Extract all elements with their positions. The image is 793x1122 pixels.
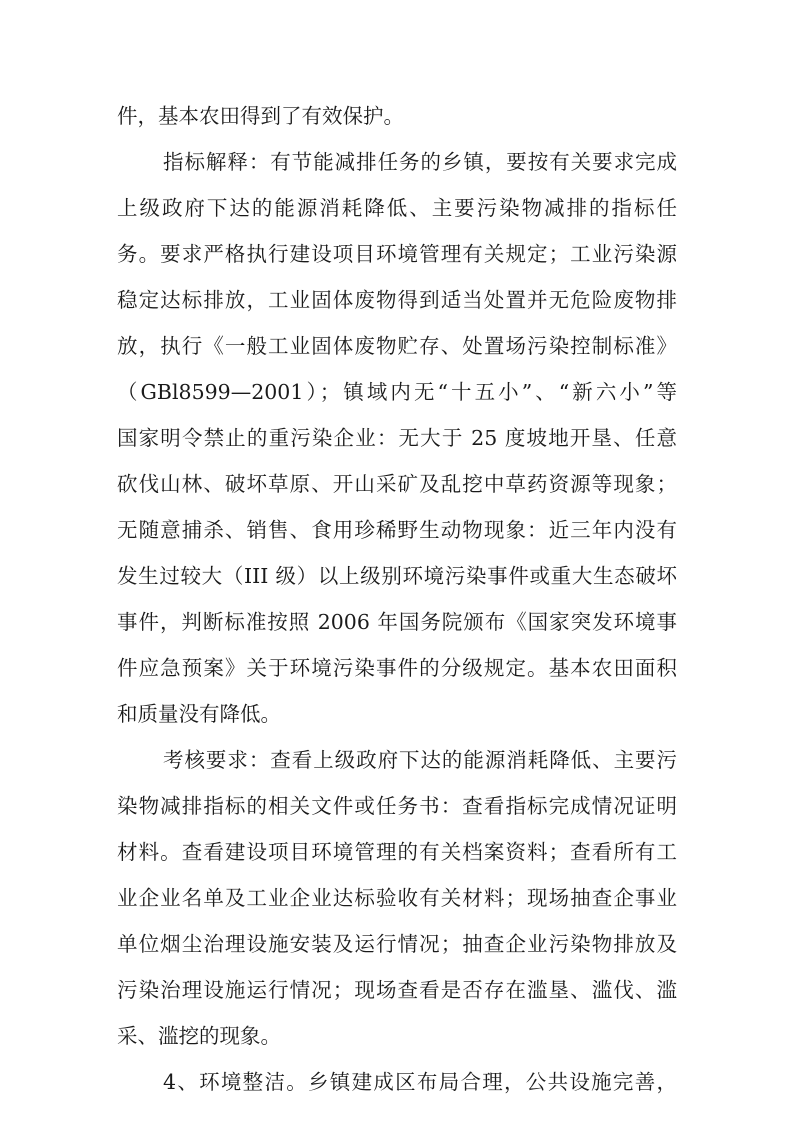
paragraph-line: 上级政府下达的能源消耗降低、主要污染物减排的指标任 <box>117 196 677 220</box>
paragraph-line: 和质量没有降低。 <box>117 702 281 726</box>
paragraph-line: 事件，判断标准按照 2006 年国务院颁布《国家突发环境事 <box>117 610 677 634</box>
paragraph-line: 放，执行《一般工业固体废物贮存、处置场污染控制标准》 <box>117 334 677 358</box>
paragraph-line: 染物减排指标的相关文件或任务书：查看指标完成情况证明 <box>117 794 677 818</box>
paragraph-line: 件，基本农田得到了有效保护。 <box>117 104 404 128</box>
paragraph-line: 国家明令禁止的重污染企业：无大于 25 度坡地开垦、任意 <box>117 426 677 450</box>
paragraph-line: 发生过较大（III 级）以上级别环境污染事件或重大生态破坏 <box>117 564 677 588</box>
paragraph-line: 单位烟尘治理设施安装及运行情况；抽查企业污染物排放及 <box>117 932 677 956</box>
paragraph-line: 采、滥挖的现象。 <box>117 1024 281 1048</box>
paragraph-line: 业企业名单及工业企业达标验收有关材料；现场抽查企事业 <box>117 886 677 910</box>
paragraph-line: 稳定达标排放，工业固体废物得到适当处置并无危险废物排 <box>117 288 677 312</box>
paragraph-line: 材料。查看建设项目环境管理的有关档案资料；查看所有工 <box>117 840 677 864</box>
paragraph-line: 务。要求严格执行建设项目环境管理有关规定；工业污染源 <box>117 242 677 266</box>
paragraph-line: （GBl8599—2001）；镇域内无“十五小”、“新六小”等 <box>117 380 677 404</box>
paragraph-line: 考核要求：查看上级政府下达的能源消耗降低、主要污 <box>163 748 677 772</box>
paragraph-line: 污染治理设施运行情况；现场查看是否存在滥垦、滥伐、滥 <box>117 978 677 1002</box>
paragraph-line: 砍伐山林、破坏草原、开山采矿及乱挖中草药资源等现象； <box>117 472 677 496</box>
paragraph-line: 4、环境整洁。乡镇建成区布局合理，公共设施完善， <box>163 1070 677 1094</box>
paragraph-line: 无随意捕杀、销售、食用珍稀野生动物现象：近三年内没有 <box>117 518 677 542</box>
paragraph-line: 指标解释：有节能减排任务的乡镇，要按有关要求完成 <box>163 150 677 174</box>
paragraph-line: 件应急预案》关于环境污染事件的分级规定。基本农田面积 <box>117 656 677 680</box>
